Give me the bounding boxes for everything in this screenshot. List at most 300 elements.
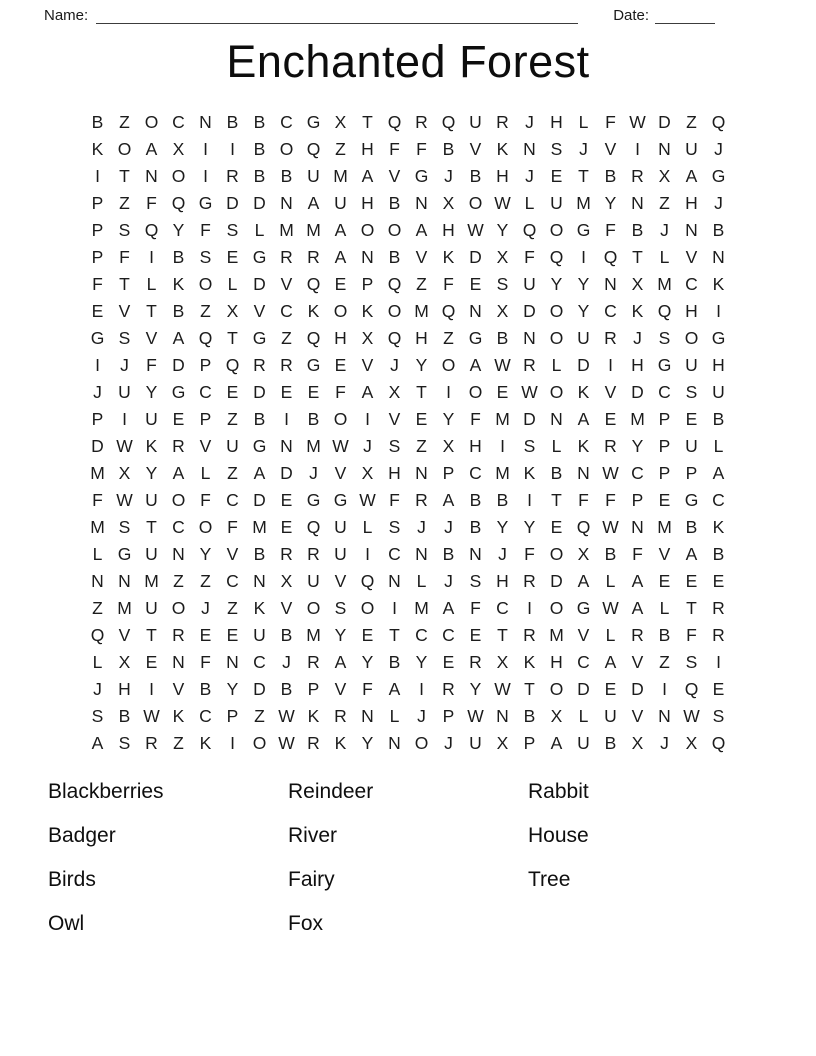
- grid-cell: B: [442, 543, 455, 564]
- grid-cell: B: [523, 705, 536, 726]
- grid-cell: A: [145, 138, 158, 159]
- grid-cell: V: [280, 273, 293, 294]
- grid-cell: N: [280, 192, 293, 213]
- grid-cell: F: [470, 408, 481, 429]
- grid-cell: G: [711, 327, 726, 348]
- grid-cell: Z: [227, 408, 238, 429]
- grid-row: [84, 136, 732, 163]
- grid-cell: O: [252, 732, 267, 753]
- grid-cell: Z: [659, 651, 670, 672]
- grid-cell: T: [686, 597, 697, 618]
- grid-cell: L: [605, 570, 616, 591]
- grid-cell: J: [714, 138, 723, 159]
- grid-cell: E: [199, 624, 212, 645]
- grid-cell: P: [199, 354, 212, 375]
- grid-cell: T: [578, 165, 589, 186]
- grid-cell: W: [629, 111, 646, 132]
- grid-cell: Y: [496, 219, 509, 240]
- grid-cell: L: [92, 543, 103, 564]
- grid-cell: X: [631, 273, 644, 294]
- grid-cell: A: [307, 192, 320, 213]
- grid-cell: M: [90, 462, 105, 483]
- word-list-item: Rabbit: [528, 779, 589, 803]
- grid-cell: V: [172, 678, 185, 699]
- grid-cell: Z: [659, 192, 670, 213]
- grid-cell: L: [200, 462, 211, 483]
- grid-cell: V: [631, 651, 644, 672]
- grid-cell: Q: [306, 516, 321, 537]
- grid-cell: L: [551, 435, 562, 456]
- grid-row: [84, 487, 732, 514]
- grid-cell: K: [496, 138, 509, 159]
- grid-cell: T: [146, 516, 157, 537]
- grid-cell: H: [388, 462, 401, 483]
- grid-cell: B: [307, 408, 320, 429]
- grid-cell: E: [658, 570, 671, 591]
- grid-cell: H: [496, 570, 509, 591]
- grid-cell: B: [496, 489, 509, 510]
- grid-cell: R: [415, 489, 428, 510]
- grid-cell: B: [253, 111, 266, 132]
- grid-cell: D: [253, 192, 266, 213]
- grid-cell: K: [199, 732, 212, 753]
- grid-cell: Q: [576, 516, 591, 537]
- grid-cell: J: [444, 516, 453, 537]
- grid-cell: K: [172, 705, 185, 726]
- grid-cell: E: [712, 678, 725, 699]
- grid-cell: Z: [227, 462, 238, 483]
- grid-cell: Q: [144, 219, 159, 240]
- grid-cell: V: [226, 543, 239, 564]
- grid-cell: T: [551, 489, 562, 510]
- grid-cell: E: [469, 273, 482, 294]
- grid-cell: N: [658, 138, 671, 159]
- grid-cell: C: [280, 111, 293, 132]
- grid-cell: S: [523, 435, 536, 456]
- grid-cell: A: [415, 219, 428, 240]
- grid-cell: N: [118, 570, 131, 591]
- grid-cell: I: [95, 165, 100, 186]
- grid-cell: G: [333, 489, 348, 510]
- grid-cell: J: [714, 192, 723, 213]
- grid-cell: Q: [387, 273, 402, 294]
- grid-cell: H: [685, 300, 698, 321]
- grid-cell: A: [469, 354, 482, 375]
- grid-cell: B: [172, 246, 185, 267]
- grid-cell: C: [172, 516, 185, 537]
- grid-cell: E: [469, 624, 482, 645]
- grid-cell: G: [414, 165, 429, 186]
- grid-cell: G: [711, 165, 726, 186]
- grid-cell: E: [415, 408, 428, 429]
- grid-cell: Y: [577, 300, 590, 321]
- grid-cell: I: [500, 435, 505, 456]
- grid-cell: P: [658, 408, 671, 429]
- grid-cell: P: [91, 192, 104, 213]
- grid-cell: V: [469, 138, 482, 159]
- grid-cell: E: [658, 489, 671, 510]
- grid-cell: C: [496, 597, 509, 618]
- word-search-grid: [84, 109, 732, 757]
- grid-cell: R: [280, 354, 293, 375]
- grid-cell: B: [604, 165, 617, 186]
- grid-cell: N: [172, 543, 185, 564]
- grid-cell: M: [657, 516, 672, 537]
- grid-cell: S: [685, 381, 698, 402]
- grid-cell: J: [660, 732, 669, 753]
- grid-cell: P: [523, 732, 536, 753]
- word-list-item: Tree: [528, 867, 571, 891]
- grid-cell: O: [684, 327, 699, 348]
- grid-cell: Z: [254, 705, 265, 726]
- grid-cell: L: [146, 273, 157, 294]
- grid-cell: U: [604, 705, 617, 726]
- grid-cell: I: [662, 678, 667, 699]
- grid-cell: Y: [226, 678, 239, 699]
- grid-cell: I: [716, 651, 721, 672]
- grid-cell: S: [118, 219, 131, 240]
- grid-cell: R: [712, 624, 725, 645]
- grid-cell: B: [469, 489, 482, 510]
- grid-cell: O: [549, 300, 564, 321]
- grid-cell: E: [361, 624, 374, 645]
- grid-cell: S: [496, 273, 509, 294]
- grid-cell: X: [118, 462, 131, 483]
- grid-cell: O: [414, 732, 429, 753]
- grid-cell: Z: [200, 570, 211, 591]
- grid-cell: P: [226, 705, 239, 726]
- grid-cell: U: [145, 597, 158, 618]
- grid-cell: S: [118, 327, 131, 348]
- grid-cell: V: [604, 381, 617, 402]
- grid-cell: D: [91, 435, 104, 456]
- grid-cell: T: [389, 624, 400, 645]
- grid-cell: L: [92, 651, 103, 672]
- grid-cell: Y: [523, 516, 536, 537]
- grid-cell: F: [605, 219, 616, 240]
- grid-cell: A: [334, 651, 347, 672]
- grid-cell: O: [333, 300, 348, 321]
- grid-cell: W: [116, 489, 133, 510]
- grid-cell: C: [253, 651, 266, 672]
- grid-cell: H: [361, 138, 374, 159]
- grid-cell: M: [657, 273, 672, 294]
- grid-cell: Y: [631, 435, 644, 456]
- grid-cell: X: [442, 435, 455, 456]
- grid-cell: K: [361, 300, 374, 321]
- grid-cell: A: [172, 462, 185, 483]
- grid-cell: F: [524, 543, 535, 564]
- grid-cell: H: [118, 678, 131, 699]
- grid-cell: F: [92, 273, 103, 294]
- grid-row: [84, 730, 732, 757]
- grid-cell: G: [576, 219, 591, 240]
- grid-cell: V: [388, 408, 401, 429]
- grid-cell: S: [388, 435, 401, 456]
- grid-cell: H: [415, 327, 428, 348]
- grid-cell: R: [307, 651, 320, 672]
- grid-cell: X: [577, 543, 590, 564]
- grid-cell: J: [120, 354, 129, 375]
- grid-cell: C: [226, 489, 239, 510]
- grid-cell: D: [631, 381, 644, 402]
- grid-cell: W: [602, 516, 619, 537]
- grid-cell: V: [685, 246, 698, 267]
- grid-cell: H: [361, 192, 374, 213]
- grid-cell: E: [280, 489, 293, 510]
- grid-cell: C: [280, 300, 293, 321]
- grid-cell: H: [334, 327, 347, 348]
- grid-row: [84, 649, 732, 676]
- grid-cell: C: [442, 624, 455, 645]
- grid-cell: J: [201, 597, 210, 618]
- grid-cell: E: [712, 570, 725, 591]
- grid-cell: I: [149, 678, 154, 699]
- grid-cell: R: [307, 543, 320, 564]
- grid-cell: A: [685, 165, 698, 186]
- grid-cell: L: [578, 111, 589, 132]
- word-list: [0, 781, 816, 957]
- grid-cell: A: [334, 219, 347, 240]
- grid-cell: V: [388, 165, 401, 186]
- grid-cell: O: [549, 597, 564, 618]
- grid-cell: I: [581, 246, 586, 267]
- grid-cell: U: [145, 408, 158, 429]
- grid-cell: B: [280, 678, 293, 699]
- grid-cell: Q: [657, 300, 672, 321]
- grid-cell: N: [523, 327, 536, 348]
- grid-cell: R: [307, 246, 320, 267]
- grid-cell: M: [252, 516, 267, 537]
- grid-cell: W: [116, 435, 133, 456]
- grid-cell: R: [145, 732, 158, 753]
- grid-cell: N: [253, 570, 266, 591]
- grid-cell: N: [172, 651, 185, 672]
- grid-cell: D: [577, 354, 590, 375]
- name-fill-line[interactable]: [96, 8, 578, 24]
- grid-cell: B: [658, 624, 671, 645]
- grid-cell: O: [441, 354, 456, 375]
- grid-cell: S: [658, 327, 671, 348]
- grid-cell: N: [361, 705, 374, 726]
- grid-cell: G: [252, 435, 267, 456]
- grid-cell: B: [199, 678, 212, 699]
- grid-cell: J: [417, 516, 426, 537]
- grid-cell: I: [608, 354, 613, 375]
- grid-cell: V: [577, 624, 590, 645]
- grid-cell: I: [149, 246, 154, 267]
- grid-cell: W: [467, 705, 484, 726]
- grid-cell: A: [604, 651, 617, 672]
- grid-cell: B: [712, 543, 725, 564]
- grid-cell: S: [118, 516, 131, 537]
- grid-cell: R: [280, 246, 293, 267]
- grid-cell: I: [419, 678, 424, 699]
- grid-cell: V: [334, 570, 347, 591]
- grid-cell: J: [498, 543, 507, 564]
- grid-cell: G: [117, 543, 132, 564]
- name-label: Name:: [44, 7, 89, 24]
- grid-cell: I: [527, 489, 532, 510]
- grid-cell: A: [712, 462, 725, 483]
- grid-cell: F: [200, 489, 211, 510]
- grid-cell: L: [659, 597, 670, 618]
- grid-cell: S: [91, 705, 104, 726]
- grid-cell: W: [467, 219, 484, 240]
- grid-cell: Y: [145, 381, 158, 402]
- grid-cell: M: [333, 165, 348, 186]
- grid-cell: D: [280, 462, 293, 483]
- grid-cell: E: [442, 651, 455, 672]
- grid-cell: U: [145, 489, 158, 510]
- grid-cell: O: [549, 219, 564, 240]
- grid-cell: V: [199, 435, 212, 456]
- grid-cell: J: [93, 381, 102, 402]
- grid-cell: J: [525, 111, 534, 132]
- grid-cell: T: [416, 381, 427, 402]
- grid-cell: Q: [711, 111, 726, 132]
- grid-cell: X: [496, 732, 509, 753]
- grid-cell: Z: [173, 570, 184, 591]
- grid-cell: Q: [306, 327, 321, 348]
- grid-cell: E: [604, 408, 617, 429]
- grid-cell: W: [521, 381, 538, 402]
- grid-cell: K: [712, 273, 725, 294]
- grid-cell: Y: [415, 651, 428, 672]
- grid-cell: U: [307, 570, 320, 591]
- grid-cell: F: [416, 138, 427, 159]
- grid-cell: O: [198, 516, 213, 537]
- grid-cell: O: [387, 219, 402, 240]
- grid-cell: E: [226, 381, 239, 402]
- grid-cell: R: [415, 111, 428, 132]
- grid-cell: J: [363, 435, 372, 456]
- grid-cell: L: [389, 705, 400, 726]
- grid-cell: K: [145, 435, 158, 456]
- grid-cell: Z: [443, 327, 454, 348]
- grid-cell: B: [280, 624, 293, 645]
- grid-cell: D: [631, 678, 644, 699]
- grid-cell: Z: [92, 597, 103, 618]
- grid-cell: X: [550, 705, 563, 726]
- grid-cell: T: [227, 327, 238, 348]
- grid-cell: L: [659, 246, 670, 267]
- grid-cell: N: [712, 246, 725, 267]
- grid-cell: A: [631, 597, 644, 618]
- grid-cell: B: [226, 111, 239, 132]
- grid-cell: S: [469, 570, 482, 591]
- grid-cell: U: [253, 624, 266, 645]
- grid-row: [84, 622, 732, 649]
- date-fill-line[interactable]: [655, 8, 715, 24]
- grid-cell: C: [469, 462, 482, 483]
- grid-cell: T: [524, 678, 535, 699]
- grid-cell: K: [172, 273, 185, 294]
- grid-cell: P: [658, 462, 671, 483]
- grid-cell: X: [280, 570, 293, 591]
- grid-cell: F: [524, 246, 535, 267]
- grid-cell: B: [496, 327, 509, 348]
- grid-cell: L: [416, 570, 427, 591]
- grid-cell: D: [253, 489, 266, 510]
- grid-cell: E: [334, 354, 347, 375]
- grid-cell: X: [226, 300, 239, 321]
- grid-row: [84, 271, 732, 298]
- grid-cell: A: [91, 732, 104, 753]
- grid-cell: D: [658, 111, 671, 132]
- puzzle-title: Enchanted Forest: [226, 36, 590, 87]
- grid-cell: Z: [227, 597, 238, 618]
- grid-cell: J: [525, 165, 534, 186]
- grid-cell: A: [442, 597, 455, 618]
- grid-cell: Z: [173, 732, 184, 753]
- grid-cell: C: [415, 624, 428, 645]
- grid-cell: J: [93, 678, 102, 699]
- word-list-item: Birds: [48, 867, 96, 891]
- grid-row: [84, 541, 732, 568]
- word-list-item: Owl: [48, 911, 85, 935]
- grid-cell: Q: [684, 678, 699, 699]
- grid-cell: Y: [577, 273, 590, 294]
- grid-cell: W: [494, 192, 511, 213]
- grid-cell: I: [446, 381, 451, 402]
- grid-cell: A: [631, 570, 644, 591]
- grid-cell: C: [577, 651, 590, 672]
- grid-cell: E: [226, 624, 239, 645]
- word-list-item: Fox: [288, 911, 324, 935]
- grid-cell: W: [278, 732, 295, 753]
- grid-cell: R: [442, 678, 455, 699]
- grid-cell: O: [468, 381, 483, 402]
- grid-cell: B: [442, 138, 455, 159]
- grid-cell: Z: [119, 192, 130, 213]
- grid-cell: W: [683, 705, 700, 726]
- grid-cell: Z: [119, 111, 130, 132]
- grid-cell: D: [172, 354, 185, 375]
- grid-cell: I: [284, 408, 289, 429]
- grid-cell: H: [442, 219, 455, 240]
- grid-cell: N: [631, 192, 644, 213]
- grid-cell: V: [253, 300, 266, 321]
- grid-cell: A: [577, 570, 590, 591]
- grid-cell: O: [468, 192, 483, 213]
- grid-cell: Q: [171, 192, 186, 213]
- grid-cell: T: [497, 624, 508, 645]
- grid-cell: K: [307, 705, 320, 726]
- grid-cell: X: [172, 138, 185, 159]
- grid-cell: X: [361, 462, 374, 483]
- grid-cell: J: [444, 165, 453, 186]
- grid-cell: B: [550, 462, 563, 483]
- grid-cell: F: [389, 138, 400, 159]
- grid-cell: Z: [416, 435, 427, 456]
- grid-cell: B: [280, 165, 293, 186]
- grid-cell: M: [90, 516, 105, 537]
- grid-cell: M: [279, 219, 294, 240]
- grid-cell: C: [685, 273, 698, 294]
- grid-cell: A: [334, 246, 347, 267]
- grid-cell: I: [635, 138, 640, 159]
- grid-cell: X: [685, 732, 698, 753]
- grid-cell: X: [496, 300, 509, 321]
- grid-cell: S: [118, 732, 131, 753]
- grid-cell: J: [444, 570, 453, 591]
- grid-row: [84, 433, 732, 460]
- grid-cell: R: [712, 597, 725, 618]
- grid-cell: O: [144, 111, 159, 132]
- grid-cell: D: [550, 570, 563, 591]
- grid-cell: K: [631, 300, 644, 321]
